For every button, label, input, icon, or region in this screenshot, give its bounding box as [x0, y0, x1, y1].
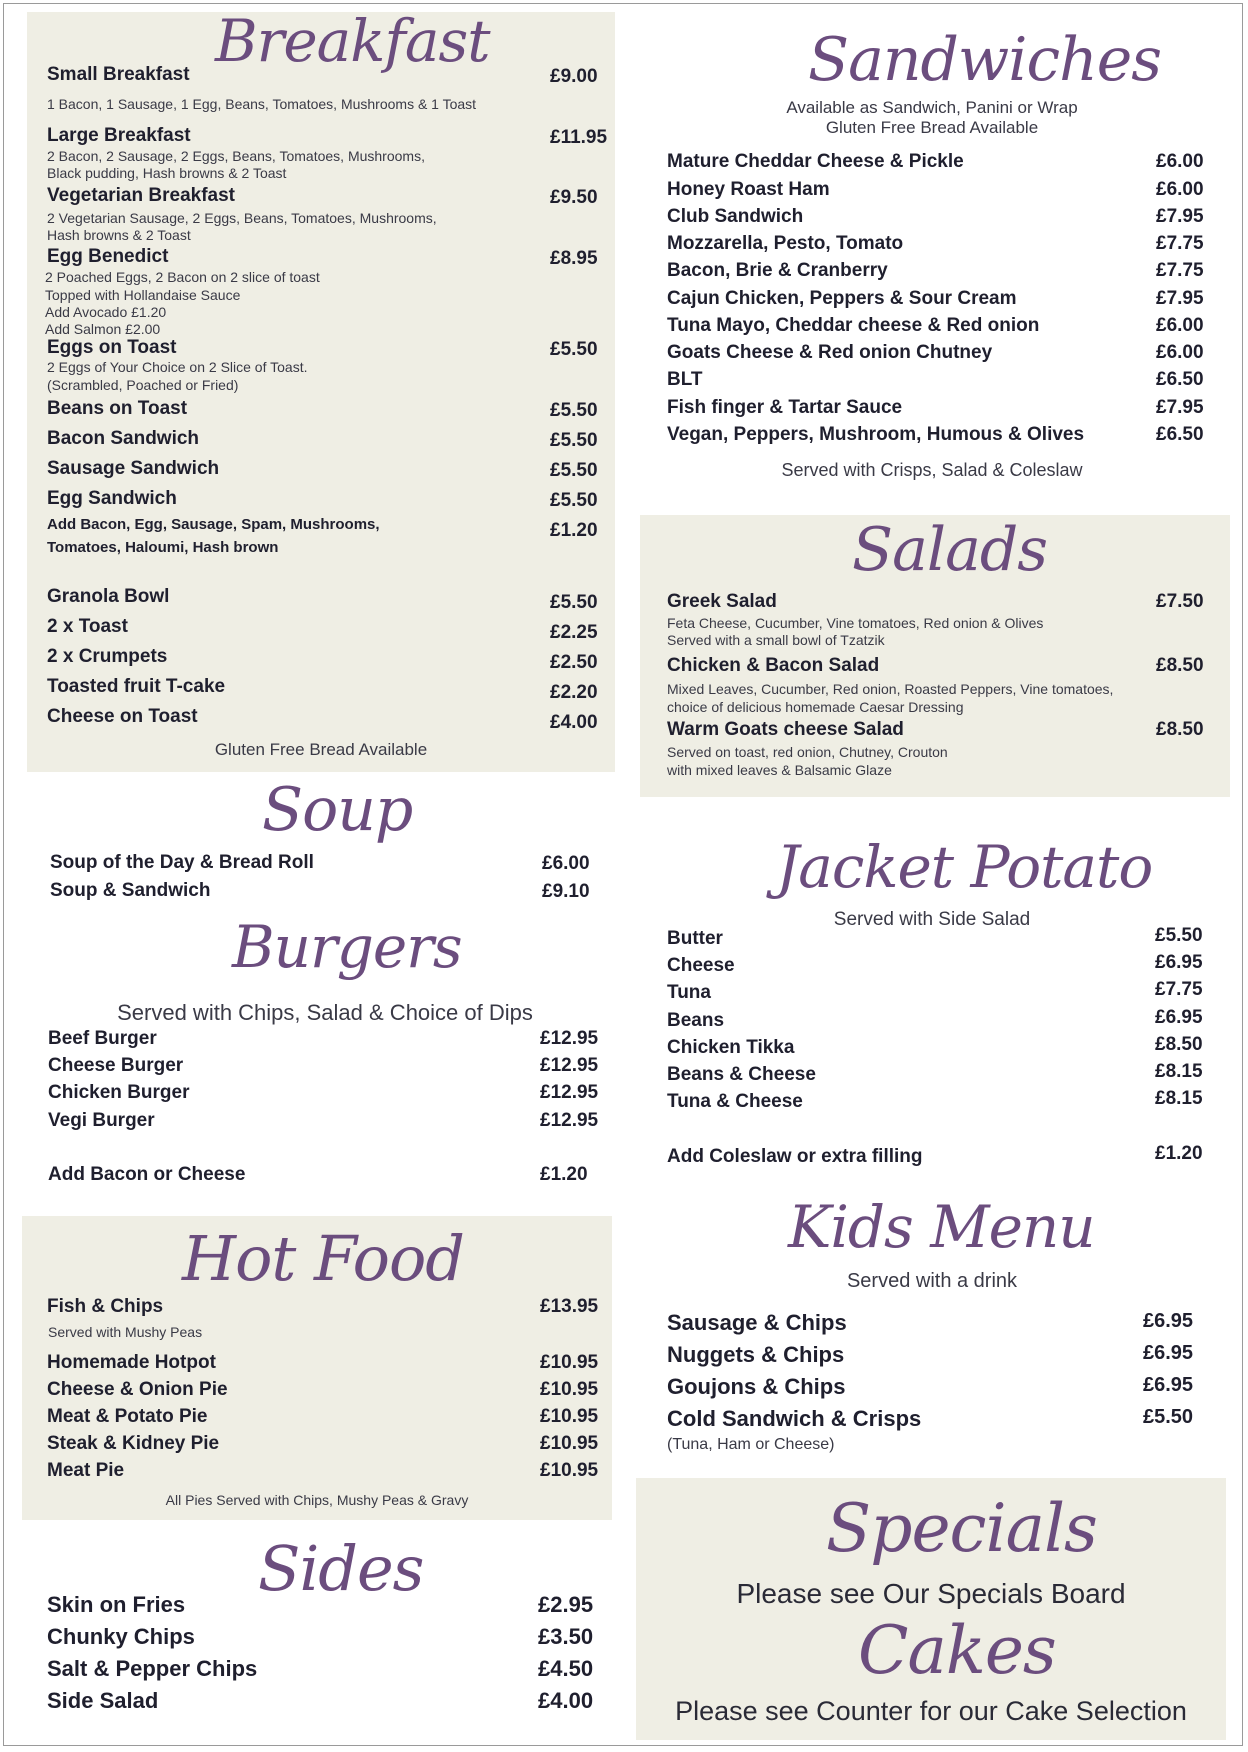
- menu-item-name: Beans on Toast: [47, 398, 188, 419]
- menu-item-name: Eggs on Toast: [47, 337, 177, 358]
- menu-item-name: Tomatoes, Haloumi, Hash brown: [47, 539, 279, 556]
- menu-item-name: Egg Benedict: [47, 246, 169, 267]
- menu-item-name: Vegetarian Breakfast: [47, 185, 235, 206]
- menu-item-name: Warm Goats cheese Salad: [667, 719, 904, 740]
- kids-menu-title: Kids Menu: [788, 1193, 1095, 1261]
- menu-item-price: £5.50: [550, 460, 598, 481]
- hot-food-footer: All Pies Served with Chips, Mushy Peas & Gravy: [165, 1492, 469, 1508]
- menu-item-price: £13.95: [540, 1296, 599, 1317]
- menu-item-name: Egg Sandwich: [47, 488, 177, 509]
- menu-item-price: £7.95: [1156, 288, 1204, 309]
- menu-item-desc: Hash browns & 2 Toast: [47, 227, 191, 243]
- sandwiches-subtitle: Gluten Free Bread Available: [825, 118, 1039, 137]
- specials-text: Please see Our Specials Board: [736, 1578, 1126, 1609]
- menu-item-desc: Feta Cheese, Cucumber, Vine tomatoes, Red onion & Olives: [667, 615, 1044, 631]
- menu-item-desc: 2 Bacon, 2 Sausage, 2 Eggs, Beans, Tomatoes, Mushrooms,: [47, 148, 425, 164]
- menu-item-desc: Add Salmon £2.00: [45, 321, 161, 337]
- menu-item-price: £4.50: [538, 1656, 594, 1681]
- menu-item-name: Skin on Fries: [47, 1592, 186, 1617]
- menu-item-desc: Served with Mushy Peas: [48, 1324, 203, 1340]
- burgers-subtitle: Served with Chips, Salad & Choice of Dips: [117, 1000, 533, 1025]
- menu-item-name: Cheese: [667, 955, 735, 976]
- menu-item-name: Meat Pie: [47, 1460, 125, 1481]
- menu-item-price: £8.95: [550, 248, 598, 269]
- menu-item-price: £6.95: [1143, 1342, 1194, 1364]
- menu-item-name: 2 x Toast: [47, 616, 128, 637]
- menu-item-price: £10.95: [540, 1379, 599, 1400]
- sandwiches-subtitle: Available as Sandwich, Panini or Wrap: [786, 98, 1078, 117]
- menu-item-price: £1.20: [540, 1164, 588, 1185]
- menu-item-name: Cheese on Toast: [47, 706, 198, 727]
- breakfast-title: Breakfast: [215, 7, 490, 75]
- menu-item-price: £6.00: [1156, 342, 1204, 363]
- menu-item-name: Cheese & Onion Pie: [47, 1379, 228, 1400]
- sandwiches-title: Sandwiches: [808, 25, 1162, 95]
- menu-item-price: £5.50: [550, 339, 598, 360]
- menu-item-price: £7.95: [1156, 206, 1204, 227]
- menu-item-price: £8.50: [1155, 1034, 1203, 1055]
- menu-item-desc: Topped with Hollandaise Sauce: [45, 287, 241, 303]
- menu-item-name: Steak & Kidney Pie: [47, 1433, 220, 1454]
- menu-item-price: £5.50: [1155, 925, 1203, 946]
- soup-title: Soup: [262, 775, 413, 845]
- menu-item-name: Add Bacon or Cheese: [48, 1164, 246, 1185]
- menu-item-name: Tuna Mayo, Cheddar cheese & Red onion: [667, 315, 1040, 336]
- menu-item-price: £7.75: [1156, 233, 1204, 254]
- menu-item-price: £6.95: [1143, 1374, 1194, 1396]
- menu-item-price: £8.15: [1155, 1088, 1203, 1109]
- menu-item-name: Club Sandwich: [667, 206, 804, 227]
- specials-title: Specials: [826, 1490, 1097, 1567]
- menu-item-desc: Add Avocado £1.20: [45, 304, 167, 320]
- sandwiches-footer: Served with Crisps, Salad & Coleslaw: [781, 460, 1083, 480]
- menu-item-name: Butter: [667, 928, 723, 949]
- menu-item-name: Chicken Tikka: [667, 1037, 795, 1058]
- menu-item-price: £7.50: [1156, 591, 1204, 612]
- menu-item-price: £3.50: [538, 1624, 594, 1649]
- menu-item-desc: 1 Bacon, 1 Sausage, 1 Egg, Beans, Tomatoes, Mushrooms & 1 Toast: [47, 96, 477, 112]
- menu-item-price: £4.00: [550, 712, 598, 733]
- menu-item-price: £6.95: [1155, 1007, 1203, 1028]
- menu-item-desc: Mixed Leaves, Cucumber, Red onion, Roasted Peppers, Vine tomatoes,: [667, 681, 1114, 697]
- menu-item-name: Soup of the Day & Bread Roll: [50, 852, 314, 873]
- menu-item-name: BLT: [667, 369, 703, 390]
- menu-item-name: Salt & Pepper Chips: [47, 1656, 258, 1681]
- menu-item-price: £4.00: [538, 1688, 594, 1713]
- breakfast-footer: Gluten Free Bread Available: [214, 740, 428, 759]
- menu-item-desc: (Scrambled, Poached or Fried): [47, 377, 239, 393]
- kids-menu-note: (Tuna, Ham or Cheese): [667, 1436, 835, 1453]
- menu-item-price: £5.50: [550, 400, 598, 421]
- menu-item-price: £6.50: [1156, 369, 1204, 390]
- menu-item-name: Goats Cheese & Red onion Chutney: [667, 342, 993, 363]
- menu-item-price: £12.95: [540, 1028, 599, 1049]
- menu-item-price: £2.95: [538, 1592, 594, 1617]
- menu-item-desc: 2 Poached Eggs, 2 Bacon on 2 slice of toast: [45, 269, 320, 285]
- menu-item-price: £6.00: [1156, 179, 1204, 200]
- menu-item-price: £6.00: [1156, 315, 1204, 336]
- menu-item-price: £10.95: [540, 1406, 599, 1427]
- menu-item-price: £7.75: [1155, 979, 1203, 1000]
- menu-item-name: Nuggets & Chips: [667, 1342, 845, 1367]
- menu-item-price: £12.95: [540, 1082, 599, 1103]
- cakes-title: Cakes: [858, 1612, 1056, 1689]
- burgers-title: Burgers: [232, 913, 462, 981]
- menu-item-price: £9.10: [542, 881, 590, 902]
- menu-item-name: Mozzarella, Pesto, Tomato: [667, 233, 904, 254]
- jacket-potato-subtitle: Served with Side Salad: [833, 909, 1031, 930]
- menu-item-name: Chicken Burger: [48, 1082, 190, 1103]
- menu-item-name: Beef Burger: [48, 1028, 157, 1049]
- menu-item-desc: Black pudding, Hash browns & 2 Toast: [47, 165, 287, 181]
- menu-item-name: Beans: [667, 1010, 725, 1031]
- menu-item-name: Tuna: [667, 982, 711, 1003]
- menu-item-price: £6.95: [1143, 1310, 1194, 1332]
- menu-item-price: £8.50: [1156, 719, 1204, 740]
- menu-item-name: Add Bacon, Egg, Sausage, Spam, Mushrooms,: [47, 516, 380, 533]
- menu-item-name: Honey Roast Ham: [667, 179, 830, 200]
- menu-item-price: £10.95: [540, 1460, 599, 1481]
- menu-item-desc: Served on toast, red onion, Chutney, Crouton: [667, 744, 948, 760]
- menu-item-price: £9.00: [550, 66, 598, 87]
- menu-item-name: Add Coleslaw or extra filling: [667, 1146, 923, 1167]
- menu-item-name: Homemade Hotpot: [47, 1352, 216, 1373]
- menu-item-price: £7.75: [1156, 260, 1204, 281]
- menu-item-name: Large Breakfast: [47, 125, 191, 146]
- menu-item-desc: with mixed leaves & Balsamic Glaze: [667, 762, 892, 778]
- hot-food-title: Hot Food: [182, 1222, 464, 1295]
- menu-item-price: £11.95: [550, 127, 608, 148]
- menu-item-price: £5.50: [1143, 1406, 1194, 1428]
- menu-item-desc: 2 Vegetarian Sausage, 2 Eggs, Beans, Tomatoes, Mushrooms,: [47, 210, 437, 226]
- menu-item-name: Vegi Burger: [48, 1110, 155, 1131]
- menu-item-name: Vegan, Peppers, Mushroom, Humous & Olives: [667, 424, 1085, 445]
- menu-item-name: Cold Sandwich & Crisps: [667, 1406, 922, 1431]
- menu-item-name: Tuna & Cheese: [667, 1091, 803, 1112]
- menu-item-price: £1.20: [550, 520, 598, 541]
- menu-item-desc: Served with a small bowl of Tzatzik: [667, 632, 885, 648]
- menu-item-name: 2 x Crumpets: [47, 646, 168, 667]
- menu-item-price: £7.95: [1156, 397, 1204, 418]
- salads-title: Salads: [852, 515, 1048, 585]
- kids-menu-subtitle: Served with a drink: [846, 1270, 1018, 1292]
- menu-item-name: Fish & Chips: [47, 1296, 164, 1317]
- menu-item-name: Bacon, Brie & Cranberry: [667, 260, 888, 281]
- menu-item-price: £2.50: [550, 652, 598, 673]
- menu-item-name: Cheese Burger: [48, 1055, 184, 1076]
- menu-item-price: £12.95: [540, 1110, 599, 1131]
- menu-item-price: £5.50: [550, 430, 598, 451]
- menu-item-name: Mature Cheddar Cheese & Pickle: [667, 151, 964, 172]
- menu-item-name: Small Breakfast: [47, 64, 190, 85]
- menu-item-price: £8.50: [1156, 655, 1204, 676]
- sides-title: Sides: [258, 1532, 424, 1605]
- menu-item-name: Chicken & Bacon Salad: [667, 655, 880, 676]
- menu-item-price: £2.20: [550, 682, 598, 703]
- menu-item-desc: 2 Eggs of Your Choice on 2 Slice of Toast.: [47, 359, 308, 375]
- menu-item-price: £2.25: [550, 622, 598, 643]
- menu-item-price: £6.50: [1156, 424, 1204, 445]
- menu-item-name: Side Salad: [47, 1688, 159, 1713]
- menu-item-price: £10.95: [540, 1352, 599, 1373]
- menu-item-price: £6.95: [1155, 952, 1203, 973]
- menu-item-price: £10.95: [540, 1433, 599, 1454]
- menu-item-desc: choice of delicious homemade Caesar Dressing: [667, 699, 964, 715]
- menu-item-name: Fish finger & Tartar Sauce: [667, 397, 903, 418]
- menu-item-price: £12.95: [540, 1055, 599, 1076]
- menu-item-name: Meat & Potato Pie: [47, 1406, 208, 1427]
- menu-item-name: Greek Salad: [667, 591, 777, 612]
- menu-item-name: Beans & Cheese: [667, 1064, 816, 1085]
- menu-item-name: Goujons & Chips: [667, 1374, 846, 1399]
- menu-item-price: £5.50: [550, 592, 598, 613]
- menu-item-price: £6.00: [1156, 151, 1204, 172]
- menu-item-price: £8.15: [1155, 1061, 1203, 1082]
- jacket-potato-title: Jacket Potato: [776, 833, 1153, 901]
- menu-item-price: £9.50: [550, 187, 598, 208]
- menu-item-name: Sausage Sandwich: [47, 458, 220, 479]
- menu-item-name: Toasted fruit T-cake: [47, 676, 226, 697]
- menu-item-name: Bacon Sandwich: [47, 428, 200, 449]
- cakes-text: Please see Counter for our Cake Selection: [675, 1696, 1187, 1726]
- menu-item-name: Chunky Chips: [47, 1624, 195, 1649]
- menu-item-name: Sausage & Chips: [667, 1310, 847, 1335]
- menu-item-name: Soup & Sandwich: [50, 880, 211, 901]
- menu-item-name: Granola Bowl: [47, 586, 170, 607]
- menu-item-name: Cajun Chicken, Peppers & Sour Cream: [667, 288, 1017, 309]
- menu-item-price: £6.00: [542, 853, 590, 874]
- menu-item-price: £5.50: [550, 490, 598, 511]
- menu-item-price: £1.20: [1155, 1143, 1203, 1164]
